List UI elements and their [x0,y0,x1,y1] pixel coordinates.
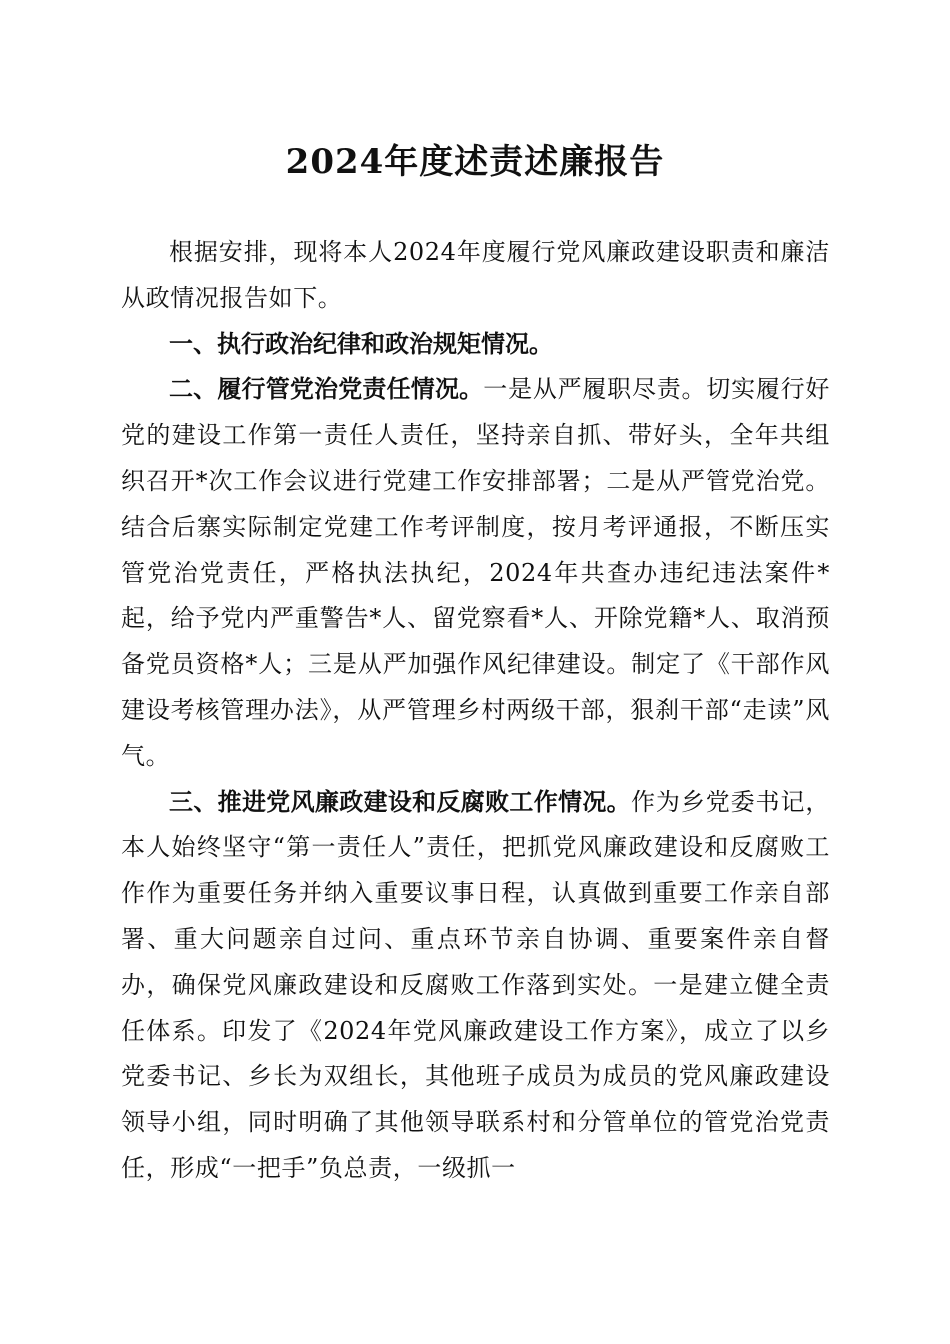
document-body [121,230,830,1192]
section-2-paragraph [121,367,830,779]
intro-paragraph: 根据安排，现将本人2024年度履行党风廉政建设职责和廉洁从政情况报告如下。 [121,238,830,312]
section-1-paragraph [121,322,830,368]
section-2-heading: 二、履行管党治党责任情况。 [169,375,484,404]
section-3-body: 作为乡党委书记，本人始终坚守“第一责任人”责任，把抓党风廉政建设和反腐败工作作为重要任务并纳入重要议事日程，认真做到重要工作亲自部署、重大问题亲自过问、重点环节亲自协调、重要案件亲自督办，确保党风廉政建设和反腐败工作落到实处。一是建立健全责任体系。印发了《2024年党风廉政建设工作方案》，成立了以乡党委书记、乡长为双组长，其他班子成员为成员的党风廉政建设领导小组，同时明确了其他领导联系村和分管单位的管党治党责任，形成“一把手”负总责，一级抓一 [121,787,830,1182]
section-1-heading: 一、执行政治纪律和政治规矩情况。 [169,329,553,358]
section-3-paragraph [121,780,830,1192]
section-2-body: 一是从严履职尽责。切实履行好党的建设工作第一责任人责任，坚持亲自抓、带好头，全年共组织召开*次工作会议进行党建工作安排部署；二是从严管党治党。结合后寨实际制定党建工作考评制度，按月考评通报，不断压实管党治党责任，严格执法执纪，2024年共查办违纪违法案件*起，给予党内严重警告*人、留党察看*人、开除党籍*人、取消预备党员资格*人；三是从严加强作风纪律建设。制定了《干部作风建设考核管理办法》，从严管理乡村两级干部，狠刹干部“走读”风气。 [121,375,830,770]
section-3-heading: 三、推进党风廉政建设和反腐败工作情况。 [169,787,631,816]
document-title: 2024年度述责述廉报告 [285,142,665,182]
